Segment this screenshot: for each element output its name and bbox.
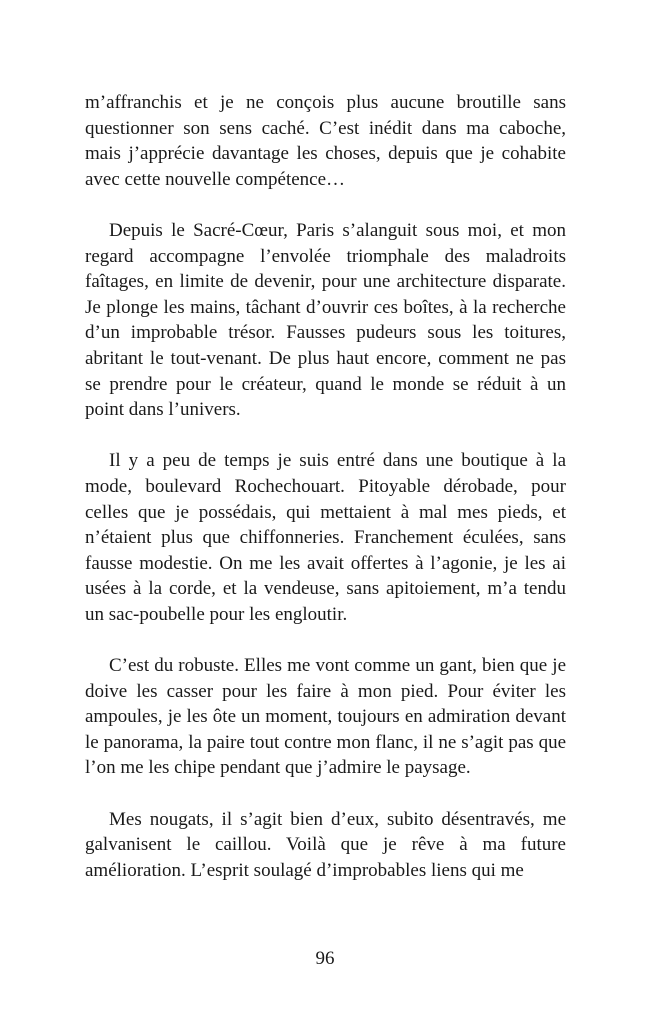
body-text bbox=[85, 90, 566, 883]
paragraph-gap bbox=[85, 627, 566, 653]
paragraph-1: m’affranchis et je ne conçois plus aucune broutille sans questionner son sens caché. C’est inédit dans ma caboche, mais j’apprécie davantage les choses, depuis que je cohabite avec cette nouvelle compétence… bbox=[85, 92, 566, 190]
paragraph-gap bbox=[85, 781, 566, 807]
paragraph-gap bbox=[85, 423, 566, 449]
page-number: 96 bbox=[315, 948, 335, 969]
paragraph-gap bbox=[85, 192, 566, 218]
paragraph-4: C’est du robuste. Elles me vont comme un gant, bien que je doive les casser pour les faire à mon pied. Pour éviter les ampoules, je les ôte un moment, toujours en admiration devant le panorama, la paire tout contre mon flanc, il ne s’agit pas que l’on me les chipe pendant que j’admire le paysage. bbox=[85, 655, 566, 779]
paragraph-3: Il y a peu de temps je suis entré dans une boutique à la mode, boulevard Rochechouart. Pitoyable dérobade, pour celles que je possédais, qui mettaient à mal mes pieds, et n’étaient plus que chiffonneries. Franchement éculées, sans fausse modestie. On me les avait offertes à l’agonie, je les ai usées à la corde, et la vendeuse, sans apitoiement, m’a tendu un sac-poubelle pour les engloutir. bbox=[85, 450, 566, 625]
paragraph-5: Mes nougats, il s’agit bien d’eux, subito désentravés, me galvanisent le caillou. Voilà que je rêve à ma future amélioration. L’esprit soulagé d’improbables liens qui me bbox=[85, 808, 566, 881]
paragraph-2: Depuis le Sacré-Cœur, Paris s’alanguit sous moi, et mon regard accompagne l’envolée triomphale des maladroits faîtages, en limite de devenir, pour une architecture disparate. Je plonge les mains, tâchant d’ouvrir ces boîtes, à la recherche d’un improbable trésor. Fausses pudeurs sous les toitures, abritant le tout-venant. De plus haut encore, comment ne pas se prendre pour le créateur, quand le monde se réduit à un point dans l’univers. bbox=[85, 219, 566, 421]
